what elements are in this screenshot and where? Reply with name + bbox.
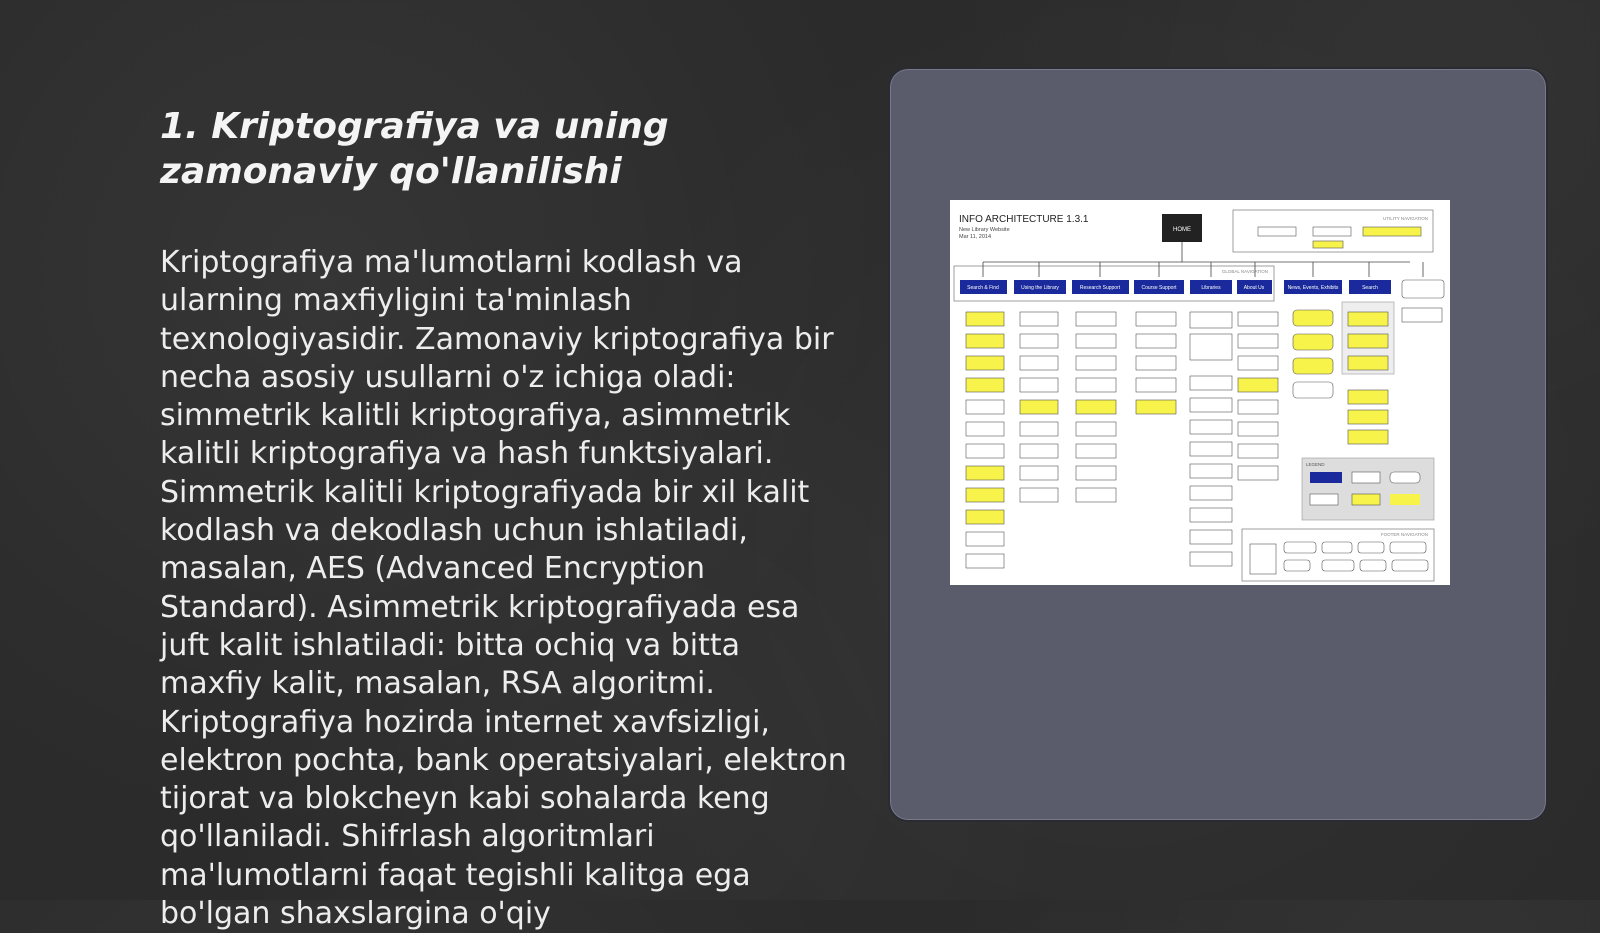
child-box: [1076, 356, 1116, 370]
child-box: [1348, 410, 1388, 424]
footer-box: [1322, 542, 1352, 553]
legend-swatch-white: [1352, 472, 1380, 483]
nav-label: News, Events, Exhibits: [1287, 285, 1339, 291]
diagram-subtitle-1: New Library Website: [959, 227, 1010, 233]
child-box: [1348, 312, 1388, 326]
child-box: [1238, 422, 1278, 436]
child-box: [1238, 400, 1278, 414]
child-box: [1238, 466, 1278, 480]
child-box: [1190, 530, 1232, 544]
utility-box: [1258, 227, 1296, 236]
footer-box: [1390, 542, 1426, 553]
footer-box: [1322, 560, 1354, 571]
child-column-3: [1076, 312, 1116, 502]
utility-box: [1313, 241, 1343, 248]
child-box: [1190, 552, 1232, 566]
child-column-4: [1136, 312, 1176, 414]
footer-nav-label: FOOTER NAVIGATION: [1380, 532, 1428, 537]
nav-label: Libraries: [1201, 285, 1221, 291]
nav-label: Search: [1362, 285, 1378, 291]
slide-title: 1. Kriptografiya va uning zamonaviy qo'llanilishi: [160, 106, 669, 192]
child-box: [966, 422, 1004, 436]
child-box: [1293, 382, 1333, 398]
child-box: [1190, 508, 1232, 522]
footer-nav: [1242, 529, 1434, 581]
child-box: [1020, 488, 1058, 502]
child-box: [1076, 488, 1116, 502]
child-column-6: [1238, 312, 1278, 480]
nav-label: About Us: [1243, 285, 1265, 291]
child-box: [966, 312, 1004, 326]
nav-label: Course Support: [1141, 285, 1177, 291]
child-box: [966, 378, 1004, 392]
child-column-2: [1020, 312, 1058, 502]
child-box: [1136, 334, 1176, 348]
footer-box: [1284, 542, 1316, 553]
child-box: [1076, 378, 1116, 392]
child-column-1: [966, 312, 1004, 568]
child-box: [1136, 378, 1176, 392]
home-label: HOME: [1173, 227, 1191, 233]
child-box: [1076, 466, 1116, 480]
child-column-7: [1293, 310, 1333, 398]
child-box: [1076, 334, 1116, 348]
legend-swatch-blue: [1310, 472, 1342, 483]
child-box: [1076, 444, 1116, 458]
child-box: [1136, 400, 1176, 414]
utility-box: [1363, 227, 1421, 236]
nav-boxes: [960, 262, 1444, 298]
child-column-5: [1190, 312, 1232, 566]
child-box: [1136, 312, 1176, 326]
diagram-title: INFO ARCHITECTURE 1.3.1: [959, 214, 1089, 225]
child-box: [1348, 334, 1388, 348]
child-box: [1136, 356, 1176, 370]
footer-box: [1358, 542, 1384, 553]
child-box: [1190, 398, 1232, 412]
child-box: [966, 444, 1004, 458]
child-box: [1020, 422, 1058, 436]
child-box: [1076, 422, 1116, 436]
child-box: [1020, 334, 1058, 348]
child-box: [1020, 356, 1058, 370]
child-box: [1293, 334, 1333, 350]
nav-box-parents: [1402, 280, 1444, 298]
child-box: [1190, 464, 1232, 478]
child-box: [1238, 312, 1278, 326]
footer-box: [1284, 560, 1310, 571]
legend-swatch-white-2: [1310, 494, 1338, 505]
child-box: [1076, 400, 1116, 414]
child-box: [1020, 378, 1058, 392]
child-box: [1238, 356, 1278, 370]
legend-frame: [1302, 458, 1434, 520]
child-box: [1402, 308, 1442, 322]
child-box: [1348, 390, 1388, 404]
info-architecture-diagram: [950, 200, 1450, 585]
footer-box: [1250, 544, 1276, 574]
child-box: [1348, 430, 1388, 444]
child-box: [1190, 334, 1232, 360]
child-box: [1190, 486, 1232, 500]
child-box: [966, 532, 1004, 546]
search-column: [1342, 302, 1442, 444]
info-architecture-image: [950, 200, 1450, 585]
footer-box: [1360, 560, 1386, 571]
child-box: [1190, 420, 1232, 434]
child-box: [1190, 312, 1232, 328]
child-box: [1293, 310, 1333, 326]
legend-swatch-yellow: [1352, 494, 1380, 505]
child-box: [1020, 444, 1058, 458]
child-box: [1238, 444, 1278, 458]
child-box: [1020, 400, 1058, 414]
legend-swatch-rounded: [1390, 472, 1420, 483]
child-box: [1190, 376, 1232, 390]
nav-label: Using the Library: [1021, 285, 1059, 291]
child-box: [966, 356, 1004, 370]
child-box: [966, 510, 1004, 524]
diagram-subtitle-2: Mar 11, 2014: [959, 234, 992, 240]
child-box: [1238, 378, 1278, 392]
child-box: [1020, 312, 1058, 326]
child-box: [1293, 358, 1333, 374]
child-box: [1076, 312, 1116, 326]
child-box: [1238, 334, 1278, 348]
child-box: [966, 334, 1004, 348]
child-box: [966, 466, 1004, 480]
legend-swatch-yellow-2: [1390, 494, 1420, 505]
utility-box: [1313, 227, 1351, 236]
global-nav-label: GLOBAL NAVIGATION: [1221, 269, 1268, 274]
child-box: [966, 400, 1004, 414]
child-box: [1348, 356, 1388, 370]
utility-nav-label: UTILITY NAVIGATION: [1382, 216, 1428, 221]
child-box: [966, 554, 1004, 568]
child-box: [1190, 442, 1232, 456]
nav-label: Research Support: [1079, 285, 1121, 291]
footer-box: [1392, 560, 1428, 571]
child-box: [966, 488, 1004, 502]
nav-label: Search & Find: [967, 285, 999, 291]
slide-body-text: Kriptografiya ma'lumotlarni kodlash va ularning maxfiyligini ta'minlash texnologiyasidir. Zamonaviy kriptografiya bir necha asosiy usullarni o'z ichiga oladi: simmetrik kalitli kriptografiya, asimmetrik kalitli kriptografiya va hash funktsiyalari. Simmetrik kalitli kriptografiyada bir xil kalit kodlash va dekodlash uchun ishlatiladi, masalan, AES (Advanced Encryption Standard). Asimmetrik kriptografiyada esa juft kalit ishlatiladi: bitta ochiq va bitta maxfiy kalit, masalan, RSA algoritmi. Kriptografiya hozirda internet xavfsizligi, elektron pochta, bank operatsiyalari, elektron tijorat va blokcheyn kabi sohalarda keng qo'llaniladi. Shifrlash algoritmlari ma'lumotlarni faqat tegishli kalitga ega bo'lgan shaxslargina o'qiy: [160, 245, 847, 932]
legend-label: LEGEND: [1306, 462, 1325, 467]
child-box: [1020, 466, 1058, 480]
legend: [1302, 458, 1434, 520]
